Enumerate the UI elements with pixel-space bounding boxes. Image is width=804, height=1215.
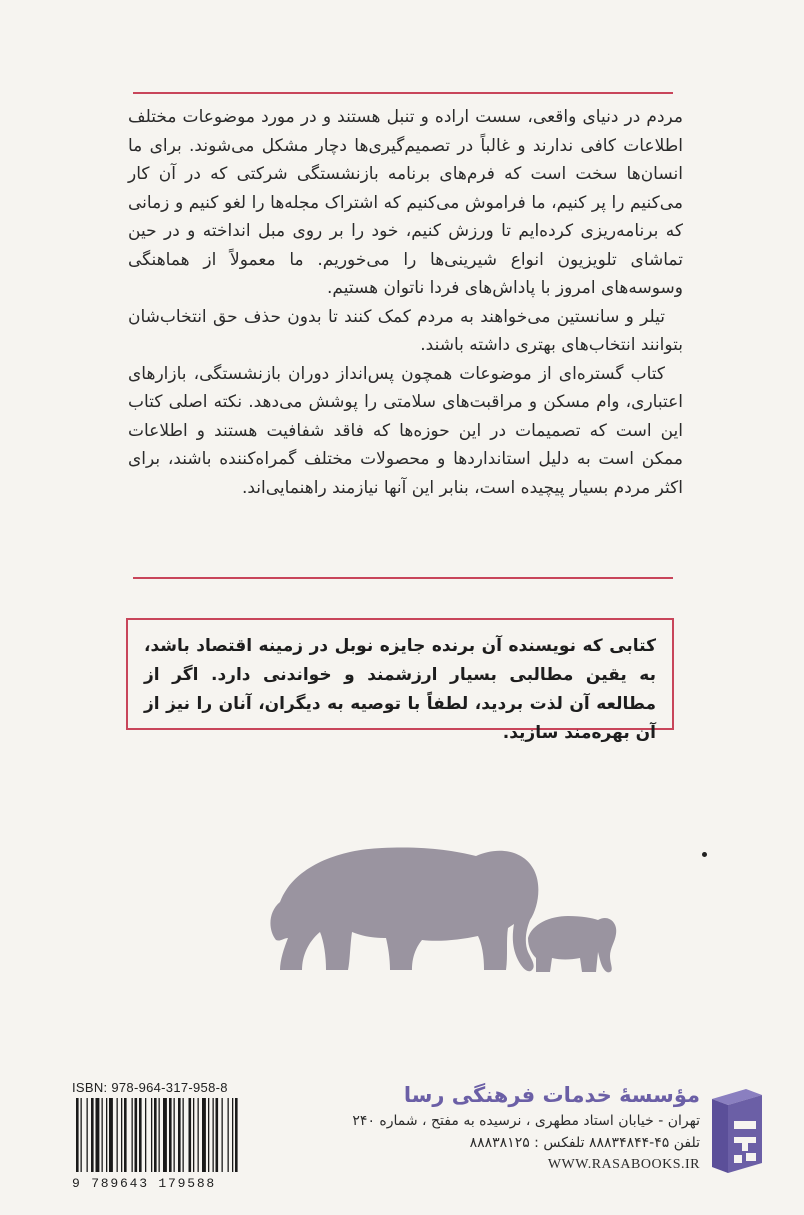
barcode-digits: 9 789643 179588	[72, 1176, 217, 1191]
barcode-bar	[222, 1098, 223, 1172]
dot-mark	[702, 852, 707, 857]
barcode-bar	[213, 1098, 214, 1172]
barcode-bar	[228, 1098, 229, 1172]
barcode-bar	[202, 1098, 206, 1172]
barcode-bar	[189, 1098, 192, 1172]
publisher-website: WWW.RASABOOKS.IR	[547, 1157, 700, 1172]
publisher-address: تهران - خیابان استاد مطهری ، نرسیده به مفتح ، شماره ۲۴۰	[352, 1113, 700, 1129]
barcode-bar	[183, 1098, 184, 1172]
barcode-bar	[216, 1098, 219, 1172]
barcode-block	[72, 1080, 289, 1190]
baby-elephant-shape	[528, 916, 616, 972]
bottom-divider	[133, 577, 673, 579]
isbn-label: ISBN: 978-964-317-958-8	[72, 1080, 228, 1095]
elephant-illustration	[262, 820, 622, 990]
barcode-bar	[174, 1098, 175, 1172]
barcode-bar	[117, 1098, 118, 1172]
barcode-bar	[96, 1098, 100, 1172]
barcode-graphic	[72, 1098, 289, 1172]
barcode-bar	[81, 1098, 82, 1172]
barcode-bar	[87, 1098, 88, 1172]
barcode-bar	[235, 1098, 238, 1172]
barcode-bar	[132, 1098, 133, 1172]
publisher-info	[300, 1080, 700, 1176]
barcode-bar	[109, 1098, 113, 1172]
barcode-bar	[208, 1098, 209, 1172]
barcode-bar	[163, 1098, 167, 1172]
top-divider	[133, 92, 673, 94]
barcode-bar	[151, 1098, 152, 1172]
back-cover-blurb	[128, 103, 683, 502]
blurb-paragraph-1: مردم در دنیای واقعی، سست اراده و تنبل هستند و در مورد موضوعات مختلف اطلاعات کافی ندارند و غالباً در تصمیم‌گیری‌ها دچار مشکل می‌شوند. برای ما انسان‌ها سخت است که فرم‌های برنامه بازنشستگی شرکتی که در آن کار می‌کنیم را پر کنیم، ما فراموش می‌کنیم که اشتراک مجله‌ها را لغو کنیم و زمانی که برنامه‌ریزی کرده‌ایم تا ورزش کنیم، خود را بر روی مبل انداخته و در حین تماشای تلویزیون انواع شیرینی‌ها را می‌خوریم. ما معمولاً از هماهنگی وسوسه‌های امروز با پاداش‌های فردا ناتوان هستیم.	[128, 107, 683, 298]
barcode-bar	[169, 1098, 172, 1172]
blurb-paragraph-2: تیلر و سانستین می‌خواهند به مردم کمک کنند تا بدون حذف حق انتخاب‌شان بتوانند انتخاب‌های بهتری داشته باشند.	[128, 306, 683, 355]
barcode-bar	[102, 1098, 103, 1172]
publisher-phone: تلفن ۴۵-۸۸۸۳۴۸۴۴ تلفکس : ۸۸۸۳۸۱۲۵	[469, 1135, 700, 1151]
barcode-bar	[121, 1098, 122, 1172]
recommendation-box: کتابی که نویسنده آن برنده جایزه نوبل در زمینه اقتصاد باشد، به یقین مطالبی بسیار ارزشمند و خواندنی دارد. اگر از مطالعه آن لذت بردید، لطفاً با توصیه به دیگران، آنان را نیز از آن بهره‌مند سازید.	[126, 618, 674, 730]
mother-elephant-shape	[270, 847, 538, 971]
barcode-bar	[139, 1098, 142, 1172]
barcode-bar	[232, 1098, 233, 1172]
barcode-bar	[193, 1098, 194, 1172]
barcode-bar	[124, 1098, 127, 1172]
barcode-bar	[135, 1098, 138, 1172]
barcode-bar	[145, 1098, 146, 1172]
barcode-bar	[198, 1098, 199, 1172]
barcode-bar	[154, 1098, 157, 1172]
barcode-bar	[76, 1098, 79, 1172]
barcode-bar	[91, 1098, 94, 1172]
barcode-bar	[106, 1098, 107, 1172]
barcode-bar	[159, 1098, 160, 1172]
blurb-paragraph-3: کتاب گستره‌ای از موضوعات همچون پس‌انداز دوران بازنشستگی، بازارهای اعتباری، وام مسکن و مراقبت‌های سلامتی را پوشش می‌دهد. نکته اصلی کتاب این است که تصمیمات در این حوزه‌ها که فاقد شفافیت هستند و اطلاعات ممکن است به دلیل استانداردها و محصولات مختلف گمراه‌کننده باشند، برای اکثر مردم بسیار پیچیده است، بنابر این آنها نیازمند راهنمایی‌اند.	[128, 363, 683, 498]
publisher-name: مؤسسهٔ خدمات فرهنگی رسا	[403, 1083, 700, 1107]
barcode-bar	[178, 1098, 181, 1172]
rasa-logo-icon	[708, 1085, 766, 1177]
